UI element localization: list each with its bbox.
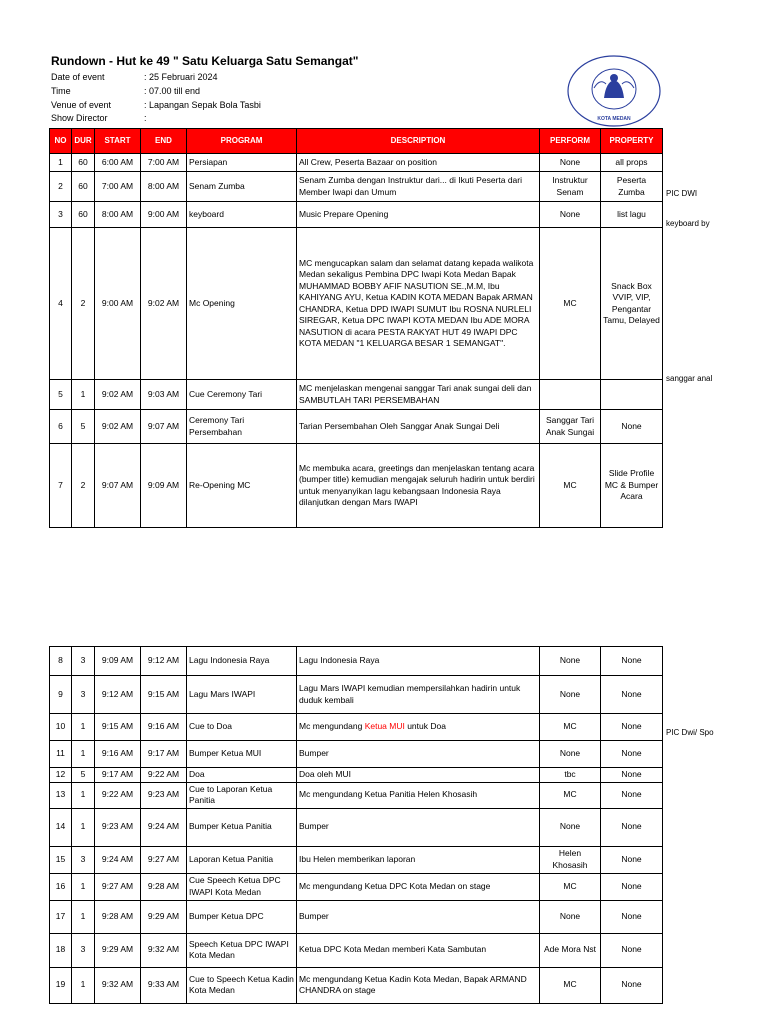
table-row [50, 782, 663, 808]
rundown-table-page-1 [49, 128, 663, 528]
cell-end: 9:23 AM [141, 782, 187, 808]
cell-perform: MC [540, 714, 601, 741]
cell-perform: None [540, 900, 601, 933]
cell-program: Ceremony Tari Persembahan [187, 410, 297, 444]
meta-value: : 07.00 till end [144, 85, 201, 96]
cell-end: 9:03 AM [141, 380, 187, 410]
cell-program: Laporan Ketua Panitia [187, 846, 297, 873]
cell-end: 9:24 AM [141, 808, 187, 846]
cell-program: Re-Opening MC [187, 444, 297, 528]
cell-program: Doa [187, 768, 297, 783]
cell-no: 17 [50, 900, 72, 933]
cell-program: Cue Speech Ketua DPC IWAPI Kota Medan [187, 873, 297, 900]
cell-perform: MC [540, 444, 601, 528]
cell-start: 9:27 AM [95, 873, 141, 900]
cell-start: 9:23 AM [95, 808, 141, 846]
cell-start: 9:02 AM [95, 410, 141, 444]
cell-dur: 60 [72, 202, 95, 228]
cell-no: 14 [50, 808, 72, 846]
cell-start: 9:15 AM [95, 714, 141, 741]
cell-description: Lagu Indonesia Raya [297, 647, 540, 676]
cell-dur: 3 [72, 846, 95, 873]
cell-property [601, 380, 663, 410]
cell-description: Mc mengundang Ketua DPC Kota Medan on stage [297, 873, 540, 900]
cell-end: 9:15 AM [141, 676, 187, 714]
cell-description: Bumper [297, 808, 540, 846]
cell-property: all props [601, 154, 663, 172]
column-header-property: PROPERTY [601, 129, 663, 154]
table-row [50, 202, 663, 228]
logo-caption: KOTA MEDAN [597, 116, 631, 122]
cell-start: 8:00 AM [95, 202, 141, 228]
cell-end: 8:00 AM [141, 172, 187, 202]
document-title: Rundown - Hut ke 49 " Satu Keluarga Satu Semangat" [51, 54, 359, 68]
cell-perform: None [540, 741, 601, 768]
cell-program: Bumper Ketua MUI [187, 741, 297, 768]
cell-dur: 3 [72, 647, 95, 676]
cell-dur: 5 [72, 410, 95, 444]
cell-end: 9:29 AM [141, 900, 187, 933]
cell-start: 9:28 AM [95, 900, 141, 933]
cell-no: 13 [50, 782, 72, 808]
cell-program: Senam Zumba [187, 172, 297, 202]
cell-perform: None [540, 808, 601, 846]
cell-program: Bumper Ketua DPC [187, 900, 297, 933]
side-note-pic-dwi-spo: PIC Dwi/ Spo [666, 728, 714, 737]
column-header-end: END [141, 129, 187, 154]
cell-property: Slide Profile MC & Bumper Acara [601, 444, 663, 528]
cell-program: Cue to Laporan Ketua Panitia [187, 782, 297, 808]
cell-property: None [601, 846, 663, 873]
table-row [50, 933, 663, 967]
cell-description: Ketua DPC Kota Medan memberi Kata Sambutan [297, 933, 540, 967]
cell-program: Cue Ceremony Tari [187, 380, 297, 410]
meta-venue [51, 99, 261, 113]
cell-description: Doa oleh MUI [297, 768, 540, 783]
cell-no: 6 [50, 410, 72, 444]
cell-description: All Crew, Peserta Bazaar on position [297, 154, 540, 172]
cell-perform [540, 380, 601, 410]
iwapi-logo [566, 54, 662, 128]
cell-perform: None [540, 647, 601, 676]
cell-perform: Sanggar Tari Anak Sungai [540, 410, 601, 444]
logo-wing-right [622, 82, 634, 88]
table-row [50, 647, 663, 676]
cell-end: 9:22 AM [141, 768, 187, 783]
cell-no: 11 [50, 741, 72, 768]
table-row [50, 714, 663, 741]
column-header-program: PROGRAM [187, 129, 297, 154]
side-note-pic-dwi: PIC DWI [666, 189, 698, 198]
table-row [50, 900, 663, 933]
cell-no: 2 [50, 172, 72, 202]
cell-description: Lagu Mars IWAPI kemudian mempersilahkan hadirin untuk duduk kembali [297, 676, 540, 714]
cell-end: 9:09 AM [141, 444, 187, 528]
cell-perform: MC [540, 873, 601, 900]
table-row [50, 741, 663, 768]
cell-end: 9:17 AM [141, 741, 187, 768]
logo-figure [604, 80, 624, 98]
meta-value: : [144, 113, 147, 124]
rundown-table-page-2 [49, 646, 663, 1004]
cell-description: Mc membuka acara, greetings dan menjelaskan tentang acara (bumper title) kemudian mengajak seluruh hadirin untuk berdiri untuk menyanyikan lagu kebangsaan Indonesia Raya dilanjutkan dengan Mars IWAPI [297, 444, 540, 528]
side-note-keyboard: keyboard by [666, 219, 710, 228]
cell-description: Senam Zumba dengan Instruktur dari... di Ikuti Peserta dari Member Iwapi dan Umum [297, 172, 540, 202]
logo-wing-left [594, 82, 606, 88]
meta-label: Show Director [51, 113, 108, 124]
cell-start: 9:00 AM [95, 228, 141, 380]
cell-perform: MC [540, 782, 601, 808]
cell-description [297, 714, 540, 741]
cell-property: None [601, 967, 663, 1003]
cell-start: 9:02 AM [95, 380, 141, 410]
cell-dur: 2 [72, 444, 95, 528]
cell-description: Mc mengundang Ketua Kadin Kota Medan, Bapak ARMAND CHANDRA on stage [297, 967, 540, 1003]
event-meta [51, 71, 261, 126]
column-header-dur: DUR [72, 129, 95, 154]
column-header-no: NO [50, 129, 72, 154]
cell-dur: 60 [72, 172, 95, 202]
cell-perform: Ade Mora Nst [540, 933, 601, 967]
cell-dur: 60 [72, 154, 95, 172]
meta-time [51, 85, 261, 99]
cell-no: 15 [50, 846, 72, 873]
cell-property: None [601, 808, 663, 846]
cell-program: Lagu Indonesia Raya [187, 647, 297, 676]
cell-dur: 1 [72, 782, 95, 808]
cell-end: 9:02 AM [141, 228, 187, 380]
cell-dur: 5 [72, 768, 95, 783]
cell-dur: 1 [72, 967, 95, 1003]
cell-program: Bumper Ketua Panitia [187, 808, 297, 846]
cell-end: 9:32 AM [141, 933, 187, 967]
column-header-perform: PERFORM [540, 129, 601, 154]
cell-perform: None [540, 154, 601, 172]
cell-property: None [601, 768, 663, 783]
cell-property: None [601, 714, 663, 741]
cell-property: Snack Box VVIP, VIP, Pengantar Tamu, Delayed [601, 228, 663, 380]
cell-start: 9:29 AM [95, 933, 141, 967]
cell-start: 7:00 AM [95, 172, 141, 202]
cell-perform: None [540, 202, 601, 228]
cell-dur: 3 [72, 676, 95, 714]
cell-property: None [601, 741, 663, 768]
cell-no: 8 [50, 647, 72, 676]
meta-value: : Lapangan Sepak Bola Tasbi [144, 99, 261, 110]
table-row [50, 846, 663, 873]
cell-dur: 1 [72, 900, 95, 933]
cell-start: 9:17 AM [95, 768, 141, 783]
cell-description: Bumper [297, 900, 540, 933]
cell-end: 9:27 AM [141, 846, 187, 873]
table-row [50, 768, 663, 783]
cell-perform: MC [540, 228, 601, 380]
table-row [50, 676, 663, 714]
cell-no: 9 [50, 676, 72, 714]
cell-description: Music Prepare Opening [297, 202, 540, 228]
description-highlight: Ketua MUI [364, 721, 405, 732]
description-text: untuk Doa [404, 721, 446, 732]
table-row [50, 873, 663, 900]
cell-dur: 2 [72, 228, 95, 380]
side-note-sanggar: sanggar anal [666, 374, 713, 383]
meta-label: Time [51, 85, 71, 96]
cell-start: 6:00 AM [95, 154, 141, 172]
cell-dur: 1 [72, 741, 95, 768]
table-row [50, 228, 663, 380]
cell-description: MC mengucapkan salam dan selamat datang kepada walikota Medan sekaligus Pembina DPC Iwapi Kota Medan Bapak MUHAMMAD BOBBY AFIF NASUTION SE.,M.M, Ibu KAHIYANG AYU, Ketua KADIN KOTA MEDAN Bapak ARMAN CHANDRA, Ketua DPD IWAPI SUMUT Ibu ROSNA NURLELI SIREGAR, Ketua DPC IWAPI KOTA MEDAN Ibu ADE MORA NASUTION di acara PESTA RAKYAT HUT 49 IWAPI DPC KOTA MEDAN "1 KELUARGA BESAR 1 SEMANGAT". [297, 228, 540, 380]
cell-no: 19 [50, 967, 72, 1003]
cell-property: None [601, 676, 663, 714]
cell-property: Peserta Zumba [601, 172, 663, 202]
table-row [50, 967, 663, 1003]
table-row [50, 808, 663, 846]
cell-end: 9:00 AM [141, 202, 187, 228]
cell-program: Mc Opening [187, 228, 297, 380]
column-header-start: START [95, 129, 141, 154]
cell-start: 9:12 AM [95, 676, 141, 714]
cell-dur: 1 [72, 808, 95, 846]
table-header-row [50, 129, 663, 154]
meta-date [51, 71, 261, 85]
cell-start: 9:24 AM [95, 846, 141, 873]
description-text: Mc mengundang [299, 721, 365, 732]
cell-no: 16 [50, 873, 72, 900]
cell-property: None [601, 873, 663, 900]
cell-property: None [601, 647, 663, 676]
cell-program: Cue to Doa [187, 714, 297, 741]
cell-start: 9:07 AM [95, 444, 141, 528]
table-row [50, 172, 663, 202]
meta-label: Venue of event [51, 99, 112, 110]
cell-dur: 3 [72, 933, 95, 967]
cell-description: MC menjelaskan mengenai sanggar Tari anak sungai deli dan SAMBUTLAH TARI PERSEMBAHAN [297, 380, 540, 410]
cell-perform: tbc [540, 768, 601, 783]
cell-no: 4 [50, 228, 72, 380]
cell-start: 9:09 AM [95, 647, 141, 676]
cell-perform: MC [540, 967, 601, 1003]
meta-show-director [51, 112, 261, 126]
cell-start: 9:22 AM [95, 782, 141, 808]
cell-property: None [601, 782, 663, 808]
cell-dur: 1 [72, 714, 95, 741]
meta-label: Date of event [51, 72, 105, 82]
table-row [50, 154, 663, 172]
cell-no: 18 [50, 933, 72, 967]
cell-program: Speech Ketua DPC IWAPI Kota Medan [187, 933, 297, 967]
cell-no: 10 [50, 714, 72, 741]
cell-no: 3 [50, 202, 72, 228]
cell-description: Mc mengundang Ketua Panitia Helen Khosasih [297, 782, 540, 808]
cell-end: 9:33 AM [141, 967, 187, 1003]
table-row [50, 380, 663, 410]
cell-no: 1 [50, 154, 72, 172]
cell-description: Tarian Persembahan Oleh Sanggar Anak Sungai Deli [297, 410, 540, 444]
cell-program: Persiapan [187, 154, 297, 172]
column-header-description: DESCRIPTION [297, 129, 540, 154]
cell-program: Lagu Mars IWAPI [187, 676, 297, 714]
cell-end: 9:28 AM [141, 873, 187, 900]
cell-perform: None [540, 676, 601, 714]
cell-perform: Instruktur Senam [540, 172, 601, 202]
table-row [50, 410, 663, 444]
table-row [50, 444, 663, 528]
cell-end: 9:07 AM [141, 410, 187, 444]
cell-end: 7:00 AM [141, 154, 187, 172]
cell-program: keyboard [187, 202, 297, 228]
cell-dur: 1 [72, 380, 95, 410]
cell-program: Cue to Speech Ketua Kadin Kota Medan [187, 967, 297, 1003]
cell-property: None [601, 410, 663, 444]
cell-end: 9:16 AM [141, 714, 187, 741]
cell-start: 9:16 AM [95, 741, 141, 768]
cell-no: 7 [50, 444, 72, 528]
logo-head [610, 74, 618, 82]
meta-value: : 25 Februari 2024 [144, 72, 218, 82]
cell-end: 9:12 AM [141, 647, 187, 676]
cell-no: 12 [50, 768, 72, 783]
cell-dur: 1 [72, 873, 95, 900]
cell-description: Ibu Helen memberikan laporan [297, 846, 540, 873]
cell-property: None [601, 900, 663, 933]
cell-description: Bumper [297, 741, 540, 768]
cell-perform: Helen Khosasih [540, 846, 601, 873]
cell-no: 5 [50, 380, 72, 410]
cell-property: None [601, 933, 663, 967]
cell-start: 9:32 AM [95, 967, 141, 1003]
cell-property: list lagu [601, 202, 663, 228]
